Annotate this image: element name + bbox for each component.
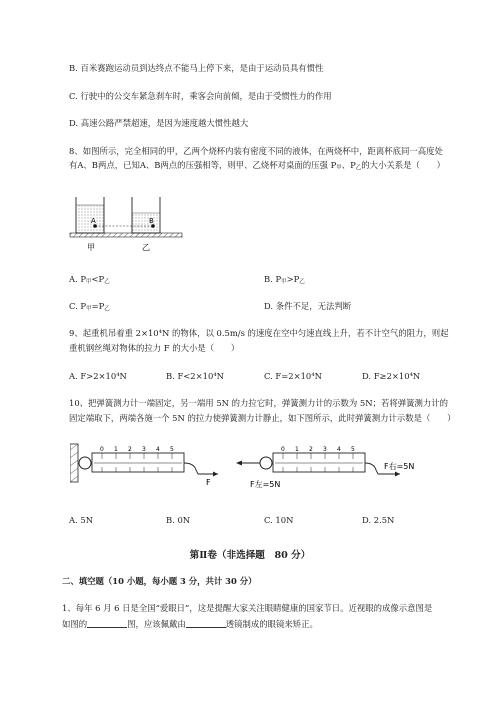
q8-option-b: B. P甲>P乙 — [264, 274, 305, 285]
caption-yi: 乙 — [142, 243, 150, 252]
label-f: F — [206, 478, 211, 487]
q8-beakers-figure — [66, 193, 186, 263]
q9-option-a: A. F>2×10⁴N — [69, 371, 127, 381]
q8-stem-line1: 8、如图所示，完全相同的甲，乙两个烧杯内装有密度不同的液体，在两烧杯中，距离杯底同一高度处 — [69, 146, 443, 156]
right-scale-digit-0: 0 — [281, 446, 285, 453]
q8-option-d: D. 条件不足，无法判断 — [264, 301, 352, 311]
q7-option-c: C. 行驶中的公交车紧急刹车时，乘客会向前倾，是由于受惯性力的作用 — [69, 91, 332, 101]
q7-option-b: B. 百米赛跑运动员到达终点不能马上停下来，是由于运动员具有惯性 — [69, 63, 324, 73]
fill-q1-line1: 1、每年 6 月 6 日是全国“爱眼日”，这是提醒大家关注眼睛健康的国家节日。近视眼的成像示意图是 — [62, 603, 433, 613]
q10-option-a: A. 5N — [69, 515, 94, 525]
fill-q1-line2: 如图的 图，应该佩戴由 透镜制成的眼镜来矫正。 — [62, 619, 318, 629]
fill-section-heading: 二、填空题（10 小题，每小题 3 分，共计 30 分） — [62, 576, 257, 586]
right-spring-scale — [236, 446, 414, 489]
left-scale-digit-3: 3 — [142, 446, 146, 453]
part2-title: 第Ⅱ卷（非选择题 80 分） — [189, 550, 311, 561]
right-scale-digit-3: 3 — [323, 446, 327, 453]
left-scale-digit-1: 1 — [114, 446, 118, 453]
q8-option-c: C. P甲=P乙 — [69, 301, 110, 312]
q8-stem-line2: 有A、B两点，已知A、B两点的压强相等，则甲、乙烧杯对桌面的压强 P甲、P乙的大小关系是（ ） — [69, 160, 445, 171]
q8-option-a: A. P甲<P乙 — [69, 274, 110, 285]
q9-option-d: D. F≥2×10⁴N — [362, 371, 421, 381]
beaker-jia — [76, 197, 104, 233]
left-spring-scale — [70, 444, 218, 487]
right-scale-digit-2: 2 — [309, 446, 313, 453]
q9-stem-line2: 重机钢丝绳对物体的拉力 F 的大小是（ ） — [69, 343, 240, 353]
q9-option-b: B. F<2×10⁴N — [166, 371, 224, 381]
answer-blank-1[interactable] — [87, 619, 127, 628]
caption-jia: 甲 — [87, 243, 95, 252]
right-scale-digit-4: 4 — [337, 446, 341, 453]
q10-stem-line1: 10、把弹簧测力计一端固定，另一端用 5N 的力拉它时，弹簧测力计的示数为 5N；若将弹簧测力计的 — [69, 398, 448, 408]
label-a: A — [91, 217, 96, 225]
q9-stem-line1: 9、起重机吊着重 2×10⁴N 的物体，以 0.5m/s 的速度在空中匀速直线上升，若不计空气的阻力，则起 — [69, 328, 449, 338]
q7-option-d: D. 高速公路严禁超速，是因为速度越大惯性越大 — [69, 118, 249, 128]
q10-option-b: B. 0N — [166, 515, 191, 525]
label-b: B — [149, 217, 154, 225]
answer-blank-2[interactable] — [186, 619, 226, 628]
q10-spring-scales-figure — [70, 440, 430, 495]
beaker-yi — [132, 197, 160, 233]
q9-option-c: C. F=2×10⁴N — [264, 371, 322, 381]
right-scale-digit-1: 1 — [295, 446, 299, 453]
label-f-right: F右=5N — [384, 462, 415, 471]
left-scale-digit-4: 4 — [156, 446, 160, 453]
q10-option-d: D. 2.5N — [362, 515, 395, 525]
left-scale-digit-2: 2 — [128, 446, 132, 453]
table-surface — [70, 233, 182, 237]
q10-option-c: C. 10N — [264, 515, 294, 525]
right-scale-digit-5: 5 — [351, 446, 355, 453]
label-f-left: F左=5N — [250, 480, 281, 489]
left-scale-digit-5: 5 — [170, 446, 174, 453]
left-scale-digit-0: 0 — [100, 446, 104, 453]
q10-stem-line2: 固定端取下，两端各施一个 5N 的拉力使弹簧测力计静止，如下图所示，此时弹簧测力计示数是（ ） — [69, 413, 456, 423]
